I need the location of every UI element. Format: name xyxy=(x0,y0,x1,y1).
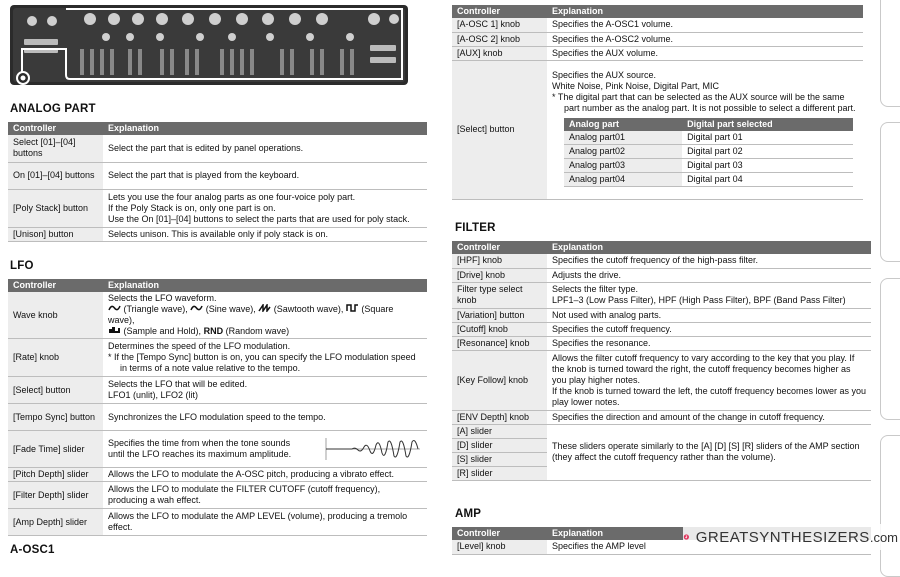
controller-cell: [ENV Depth] knob xyxy=(452,410,547,424)
controller-cell: [Drive] knob xyxy=(452,268,547,282)
column-header-explanation: Explanation xyxy=(547,527,871,540)
column-header-explanation: Explanation xyxy=(103,122,427,135)
waveform-list: (Sample and Hold), RND (Random wave) xyxy=(108,326,422,337)
filter-table xyxy=(452,241,871,481)
column-header-controller: Controller xyxy=(8,279,103,292)
column-header-explanation: Explanation xyxy=(103,279,427,292)
controller-cell: [Pitch Depth] slider xyxy=(8,468,103,482)
controller-cell: [Filter Depth] slider xyxy=(8,482,103,509)
controller-cell: [AUX] knob xyxy=(452,46,547,60)
explanation-line: Use the On [01]–[04] buttons to select the parts that are used for poly stack. xyxy=(108,213,410,224)
explanation-cell xyxy=(103,189,427,227)
controller-cell: [Unison] button xyxy=(8,227,103,241)
column-header-controller: Controller xyxy=(8,122,103,135)
analog-part-cell: Analog part04 xyxy=(564,173,682,187)
filter-title: FILTER xyxy=(455,222,496,234)
controller-cell: [Tempo Sync] button xyxy=(8,404,103,431)
analog-part-table xyxy=(8,122,427,242)
explanation-cell: Select the part that is edited by panel operations. xyxy=(103,135,427,162)
sawtooth-wave-icon xyxy=(258,304,271,312)
page-side-tab xyxy=(880,435,900,577)
controller-cell: [D] slider xyxy=(452,438,547,452)
explanation-line: Lets you use the four analog parts as one four-voice poly part. xyxy=(108,191,356,202)
explanation-line: Allows the filter cutoff frequency to vary according to the key that you play. If the knob is turned toward the right, the cutoff frequency becomes higher as you play higher notes. xyxy=(552,352,855,385)
square-wave-icon xyxy=(346,304,359,312)
explanation-cell: Specifies the cutoff frequency of the high-pass filter. xyxy=(547,254,871,268)
column-header-explanation: Explanation xyxy=(547,5,863,18)
explanation-cell xyxy=(547,60,863,199)
controller-cell: [Variation] button xyxy=(452,308,547,322)
watermark-domain: .com xyxy=(869,529,898,545)
aux-part-table xyxy=(564,118,853,187)
explanation-cell xyxy=(103,292,427,339)
column-header-controller: Controller xyxy=(452,527,547,540)
explanation-cell xyxy=(547,350,871,410)
synth-panel-illustration xyxy=(10,5,408,85)
analog-part-cell: Analog part02 xyxy=(564,145,682,159)
page-side-tab xyxy=(880,278,900,420)
explanation-cell: Select the part that is played from the keyboard. xyxy=(103,162,427,189)
page-side-tab xyxy=(880,122,900,262)
controller-cell: [A] slider xyxy=(452,424,547,438)
next-section-title: A-OSC1 xyxy=(10,544,55,556)
controller-cell: [A-OSC 1] knob xyxy=(452,18,547,32)
controller-cell: [HPF] knob xyxy=(452,254,547,268)
sample-and-hold-icon xyxy=(108,326,121,334)
explanation-line: Determines the speed of the LFO modulation. xyxy=(108,341,291,351)
explanation-cell: Specifies the AMP level xyxy=(547,540,871,554)
digital-part-cell: Digital part 04 xyxy=(682,173,853,187)
controller-cell: Filter type select knob xyxy=(452,282,547,308)
controller-cell: [Poly Stack] button xyxy=(8,189,103,227)
explanation-cell: Allows the LFO to modulate the A-OSC pitch, producing a vibrato effect. xyxy=(103,468,427,482)
analog-part-title: ANALOG PART xyxy=(10,103,96,115)
controller-cell: [Resonance] knob xyxy=(452,336,547,350)
controller-cell: [Amp Depth] slider xyxy=(8,509,103,536)
lfo-table xyxy=(8,279,427,536)
digital-part-cell: Digital part 02 xyxy=(682,145,853,159)
explanation-cell xyxy=(103,339,427,377)
fade-time-waveform-icon xyxy=(322,434,422,464)
explanation-cell: Allows the LFO to modulate the AMP LEVEL (volume), producing a tremolo effect. xyxy=(103,509,427,536)
explanation-cell xyxy=(547,282,871,308)
explanation-cell: Specifies the A-OSC2 volume. xyxy=(547,32,863,46)
sine-wave-icon xyxy=(190,304,203,312)
explanation-cell: Synchronizes the LFO modulation speed to the tempo. xyxy=(103,404,427,431)
explanation-line: LFO1 (unlit), LFO2 (lit) xyxy=(108,390,199,400)
explanation-line: Selects the filter type. xyxy=(552,284,639,294)
controller-cell: [Key Follow] knob xyxy=(452,350,547,410)
explanation-cell xyxy=(103,377,427,404)
explanation-cell: Specifies the direction and amount of the change in cutoff frequency. xyxy=(547,410,871,424)
lfo-title: LFO xyxy=(10,260,34,272)
explanation-cell: Specifies the resonance. xyxy=(547,336,871,350)
column-header-controller: Controller xyxy=(452,5,547,18)
explanation-line: LPF1–3 (Low Pass Filter), HPF (High Pass Filter), BPF (Band Pass Filter) xyxy=(552,295,846,305)
triangle-wave-icon xyxy=(108,304,121,312)
explanation-line: Selects the LFO that will be edited. xyxy=(108,379,248,389)
explanation-cell xyxy=(103,431,427,468)
explanation-cell: Allows the LFO to modulate the FILTER CUTOFF (cutoff frequency), producing a wah effect. xyxy=(103,482,427,509)
explanation-line: If the knob is turned toward the left, the cutoff frequency becomes lower as you play lower notes. xyxy=(552,385,867,407)
page-side-tab xyxy=(880,0,900,107)
controller-cell: [Select] button xyxy=(8,377,103,404)
music-note-icon xyxy=(683,526,690,548)
explanation-cell: Specifies the cutoff frequency. xyxy=(547,322,871,336)
explanation-cell: These sliders operate similarly to the [A] [D] [S] [R] sliders of the AMP section (they affect the cutoff frequency rather than the volume). xyxy=(547,424,871,480)
explanation-line: Selects the LFO waveform. xyxy=(108,293,217,303)
column-header-controller: Controller xyxy=(452,241,547,254)
controller-cell: [A-OSC 2] knob xyxy=(452,32,547,46)
note-line: * If the [Tempo Sync] button is on, you can specify the LFO modulation speed in terms of a note value relative to the tempo. xyxy=(108,352,416,373)
explanation-cell: Not used with analog parts. xyxy=(547,308,871,322)
explanation-cell: Adjusts the drive. xyxy=(547,268,871,282)
controller-cell: [R] slider xyxy=(452,466,547,480)
amp-title: AMP xyxy=(455,508,482,520)
controller-cell: Select [01]–[04] buttons xyxy=(8,135,103,162)
controller-cell: [Level] knob xyxy=(452,540,547,554)
controller-cell: On [01]–[04] buttons xyxy=(8,162,103,189)
note-line: * The digital part that can be selected as the AUX source will be the same part number as the analog part. It is not possible to select a different part. xyxy=(552,92,856,113)
digital-part-cell: Digital part 03 xyxy=(682,159,853,173)
waveform-list: (Triangle wave), (Sine wave), (Sawtooth wave), (Square wave), xyxy=(108,304,394,325)
explanation-line: Specifies the AUX source. xyxy=(552,70,657,80)
digital-part-cell: Digital part 01 xyxy=(682,131,853,145)
explanation-cell: Selects unison. This is available only if poly stack is on. xyxy=(103,227,427,241)
explanation-cell: Specifies the A-OSC1 volume. xyxy=(547,18,863,32)
explanation-line: If the Poly Stack is on, only one part is on. xyxy=(108,202,276,213)
explanation-line: Specifies the time from when the tone sounds until the LFO reaches its maximum amplitude. xyxy=(108,438,292,459)
mixer-table xyxy=(452,5,863,200)
explanation-cell: Specifies the AUX volume. xyxy=(547,46,863,60)
analog-part-cell: Analog part03 xyxy=(564,159,682,173)
controller-cell: Wave knob xyxy=(8,292,103,339)
column-header-analog-part: Analog part xyxy=(564,118,682,131)
watermark-brand: GREATSYNTHESIZERS xyxy=(695,528,870,546)
controller-cell: [Cutoff] knob xyxy=(452,322,547,336)
analog-part-cell: Analog part01 xyxy=(564,131,682,145)
explanation-line: White Noise, Pink Noise, Digital Part, MIC xyxy=(552,81,720,91)
column-header-digital-part: Digital part selected xyxy=(682,118,853,131)
controller-cell: [Select] button xyxy=(452,60,547,199)
column-header-explanation: Explanation xyxy=(547,241,871,254)
controller-cell: [Fade Time] slider xyxy=(8,431,103,468)
watermark-logo xyxy=(683,524,898,550)
controller-cell: [S] slider xyxy=(452,452,547,466)
controller-cell: [Rate] knob xyxy=(8,339,103,377)
